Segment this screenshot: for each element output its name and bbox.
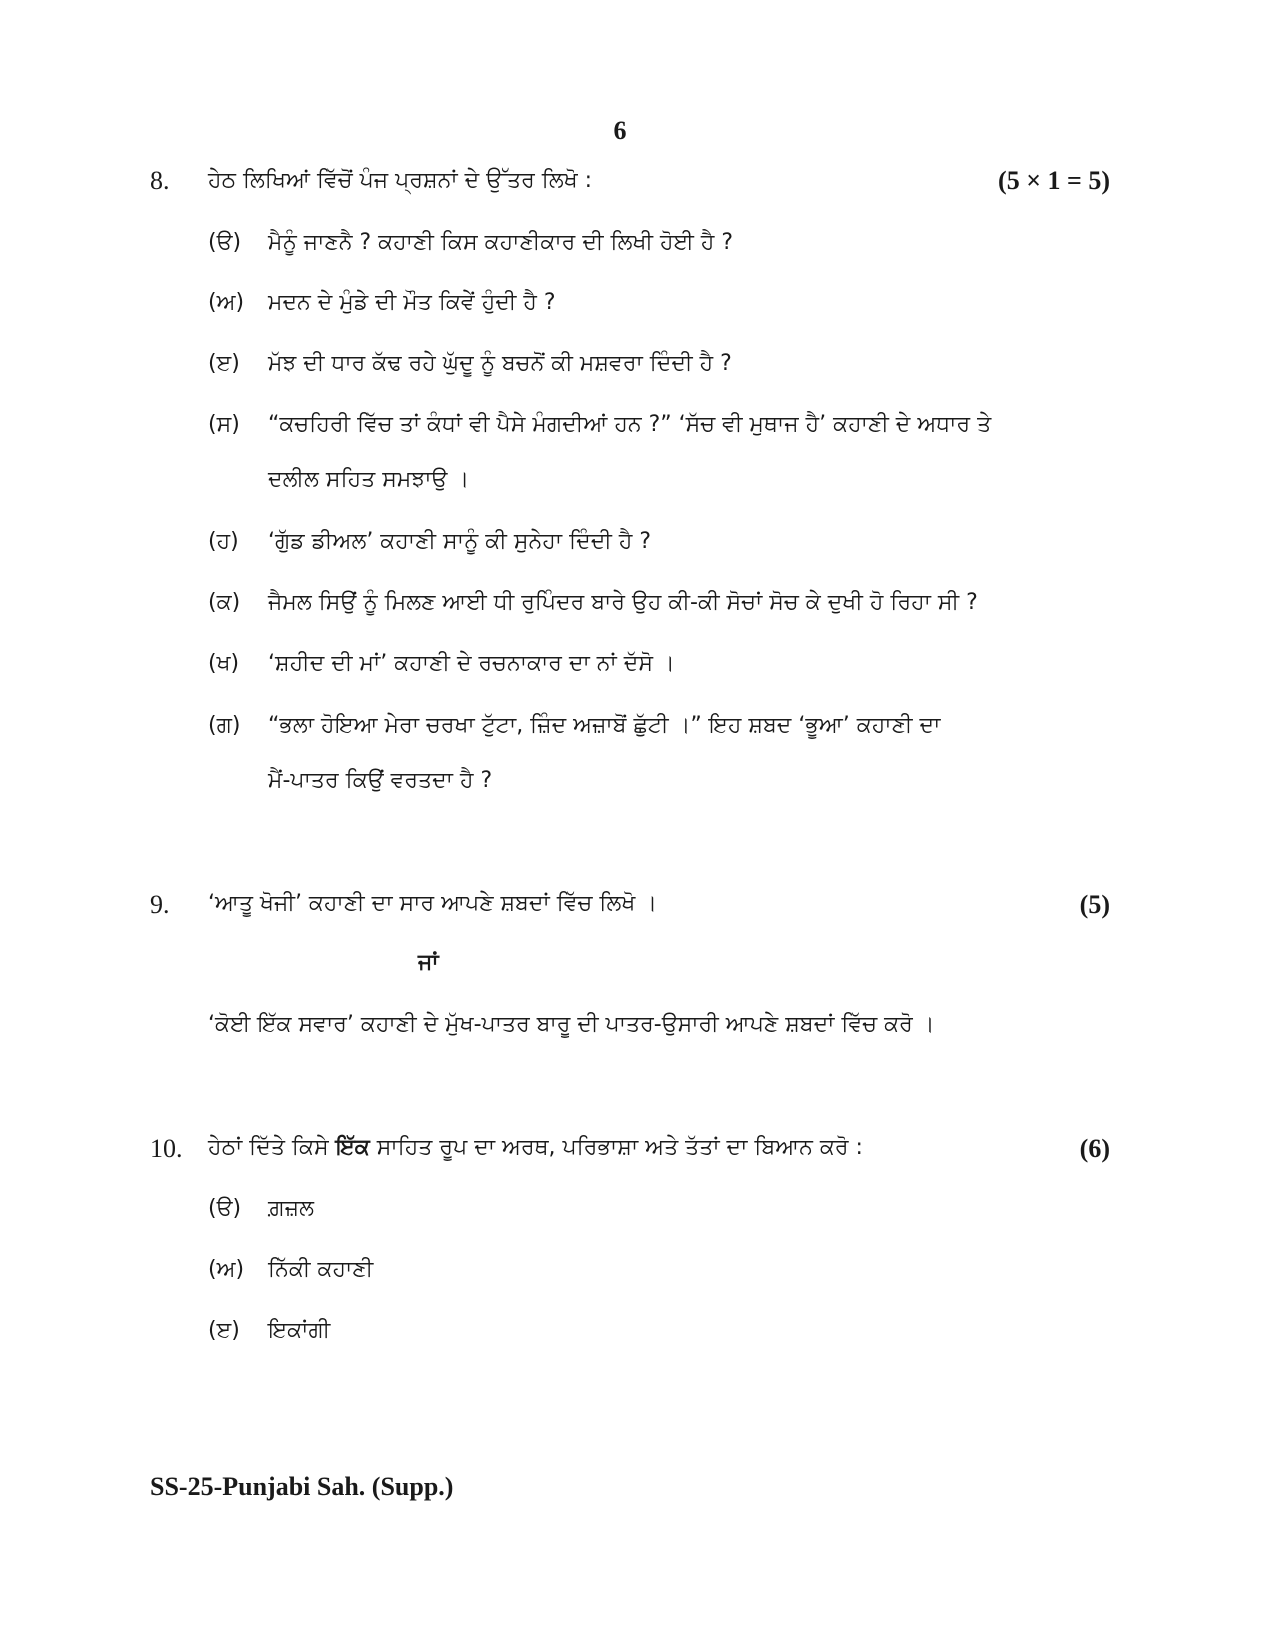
option-text: ਮੱਝ ਦੀ ਧਾਰ ਕੱਢ ਰਹੇ ਘੁੱਦੂ ਨੂੰ ਬਚਨੋਂ ਕੀ ਮਸ਼ਵਰਾ ਦਿੰਦੀ ਹੈ ? <box>268 351 732 376</box>
option-text: ਮਦਨ ਦੇ ਮੁੰਡੇ ਦੀ ਮੌਤ ਕਿਵੇਂ ਹੁੰਦੀ ਹੈ ? <box>268 290 556 315</box>
q10-option <box>208 1257 373 1282</box>
option-label: (ਅ) <box>208 290 245 315</box>
q8-option <box>208 590 978 615</box>
footer-paper-code: SS-25-Punjabi Sah. (Supp.) <box>150 1472 454 1501</box>
option-label: (ੳ) <box>208 1196 242 1221</box>
q8-option <box>208 412 991 437</box>
option-label: (ਗ) <box>208 713 241 738</box>
question-9-number: 9. <box>150 890 170 919</box>
option-text: ਜੈਮਲ ਸਿਉਂ ਨੂੰ ਮਿਲਣ ਆਈ ਧੀ ਰੁਪਿੰਦਰ ਬਾਰੇ ਉਹ ਕੀ-ਕੀ ਸੋਚਾਂ ਸੋਚ ਕੇ ਦੁਖੀ ਹੋ ਰਿਹਾ ਸੀ ? <box>268 590 978 615</box>
option-text: ‘ਗੁੱਡ ਡੀਅਲ’ ਕਹਾਣੀ ਸਾਨੂੰ ਕੀ ਸੁਨੇਹਾ ਦਿੰਦੀ ਹੈ ? <box>268 529 652 554</box>
q8-option <box>208 529 651 554</box>
option-label: (ੲ) <box>208 351 240 376</box>
option-label: (ਸ) <box>208 412 240 437</box>
option-text: ‘ਸ਼ਹੀਦ ਦੀ ਮਾਂ’ ਕਹਾਣੀ ਦੇ ਰਚਨਾਕਾਰ ਦਾ ਨਾਂ ਦੱਸੋ । <box>268 651 675 676</box>
question-10-text-start: ਹੇਠਾਂ ਦਿੱਤੇ ਕਿਸੇ <box>208 1135 336 1160</box>
option-text: ਮੈਨੂੰ ਜਾਣਨੈ ? ਕਹਾਣੀ ਕਿਸ ਕਹਾਣੀਕਾਰ ਦੀ ਲਿਖੀ ਹੋਈ ਹੈ ? <box>268 230 734 255</box>
option-label: (ਹ) <box>208 529 239 554</box>
option-text: ਇਕਾਂਗੀ <box>268 1318 331 1343</box>
question-8-number: 8. <box>150 166 170 195</box>
q10-option <box>208 1318 330 1343</box>
q8-option <box>208 713 940 738</box>
question-8-marks: (5 × 1 = 5) <box>998 166 1110 195</box>
option-label: (ਖ) <box>208 651 240 676</box>
or-separator: ਜਾਂ <box>418 950 439 975</box>
question-9-marks: (5) <box>1079 890 1110 919</box>
question-10-text <box>208 1135 863 1160</box>
q8-option <box>208 290 556 315</box>
option-text: ਗ਼ਜ਼ਲ <box>268 1196 314 1221</box>
option-label: (ੲ) <box>208 1318 240 1343</box>
question-10-marks: (6) <box>1079 1134 1110 1163</box>
question-10-text-end: ਸਾਹਿਤ ਰੂਪ ਦਾ ਅਰਥ, ਪਰਿਭਾਸ਼ਾ ਅਤੇ ਤੱਤਾਂ ਦਾ ਬਿਆਨ ਕਰੋ : <box>369 1135 863 1160</box>
option-text: ਨਿੱਕੀ ਕਹਾਣੀ <box>268 1257 374 1282</box>
question-8-text: ਹੇਠ ਲਿਖਿਆਂ ਵਿੱਚੋਂ ਪੰਜ ਪ੍ਰਸ਼ਨਾਂ ਦੇ ਉੱਤਰ ਲਿਖੋ : <box>208 168 593 193</box>
option-label: (ੳ) <box>208 230 242 255</box>
question-10-number: 10. <box>150 1134 183 1163</box>
question-10-emphasis: ਇੱਕ <box>335 1135 370 1160</box>
question-9-alternative: ‘ਕੋਈ ਇੱਕ ਸਵਾਰ’ ਕਹਾਣੀ ਦੇ ਮੁੱਖ-ਪਾਤਰ ਬਾਰੂ ਦੀ ਪਾਤਰ-ਉਸਾਰੀ ਆਪਣੇ ਸ਼ਬਦਾਂ ਵਿੱਚ ਕਰੋ । <box>208 1012 935 1037</box>
page-number: 6 <box>613 116 627 145</box>
q10-option <box>208 1196 314 1221</box>
option-continuation: ਮੈਂ-ਪਾਤਰ ਕਿਉਂ ਵਰਤਦਾ ਹੈ ? <box>268 768 493 793</box>
option-continuation: ਦਲੀਲ ਸਹਿਤ ਸਮਝਾਉ । <box>268 467 470 492</box>
option-text: “ਭਲਾ ਹੋਇਆ ਮੇਰਾ ਚਰਖਾ ਟੁੱਟਾ, ਜ਼ਿੰਦ ਅਜ਼ਾਬੋਂ ਛੁੱਟੀ ।” ਇਹ ਸ਼ਬਦ ‘ਭੂਆ’ ਕਹਾਣੀ ਦਾ <box>268 713 941 738</box>
q8-option <box>208 351 732 376</box>
question-9-text: ‘ਆਤੂ ਖੋਜੀ’ ਕਹਾਣੀ ਦਾ ਸਾਰ ਆਪਣੇ ਸ਼ਬਦਾਂ ਵਿੱਚ ਲਿਖੋ । <box>208 891 658 916</box>
q8-option <box>208 230 733 255</box>
option-label: (ਕ) <box>208 590 241 615</box>
option-text: “ਕਚਹਿਰੀ ਵਿੱਚ ਤਾਂ ਕੰਧਾਂ ਵੀ ਪੈਸੇ ਮੰਗਦੀਆਂ ਹਨ ?” ‘ਸੱਚ ਵੀ ਮੁਥਾਜ ਹੈ’ ਕਹਾਣੀ ਦੇ ਅਧਾਰ ਤੇ <box>268 412 992 437</box>
option-label: (ਅ) <box>208 1257 245 1282</box>
q8-option <box>208 651 675 676</box>
